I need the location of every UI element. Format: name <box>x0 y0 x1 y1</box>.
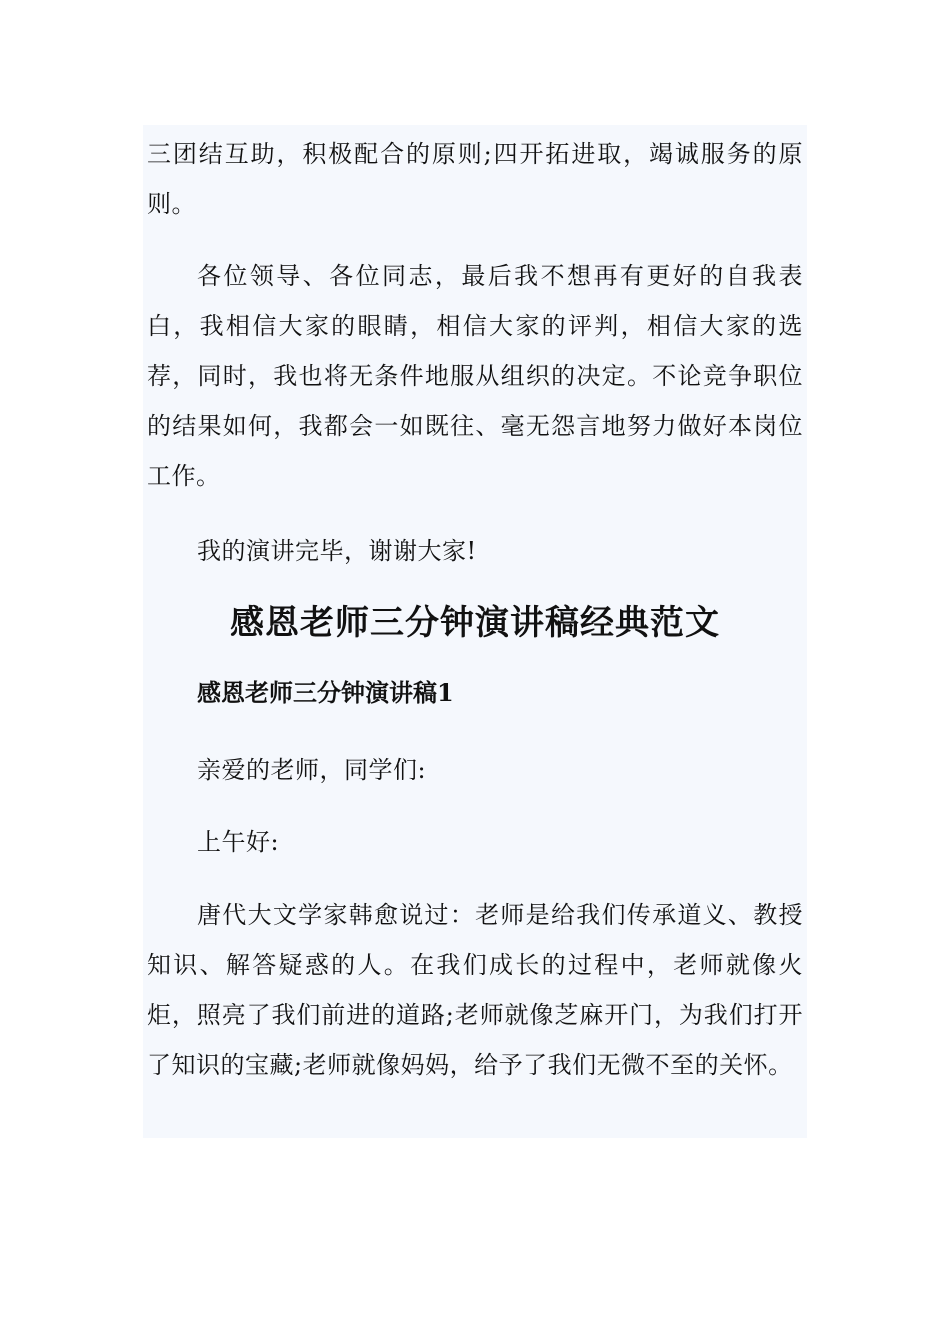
document-content <box>143 125 807 1138</box>
document-title: 感恩老师三分钟演讲稿经典范文 <box>230 603 720 643</box>
paragraph-closing-statement: 各位领导、各位同志，最后我不想再有更好的自我表白，我相信大家的眼睛，相信大家的评判，相信大家的选荐，同时，我也将无条件地服从组织的决定。不论竞争职位的结果如何，我都会一如既往、毫无怨言地努力做好本岗位工作。 <box>147 262 803 490</box>
section-subheading: 感恩老师三分钟演讲稿1 <box>197 678 454 707</box>
paragraph-greeting: 亲爱的老师，同学们: <box>197 756 427 784</box>
paragraph-good-morning: 上午好: <box>197 828 280 856</box>
paragraph-principles: 三团结互助，积极配合的原则;四开拓进取，竭诚服务的原则。 <box>147 140 803 218</box>
paragraph-han-yu-quote: 唐代大文学家韩愈说过：老师是给我们传承道义、教授知识、解答疑惑的人。在我们成长的过程中，老师就像火炬，照亮了我们前进的道路;老师就像芝麻开门，为我们打开了知识的宝藏;老师就像妈妈，给予了我们无微不至的关怀。 <box>147 901 803 1079</box>
paragraph-thanks: 我的演讲完毕，谢谢大家! <box>197 537 477 565</box>
